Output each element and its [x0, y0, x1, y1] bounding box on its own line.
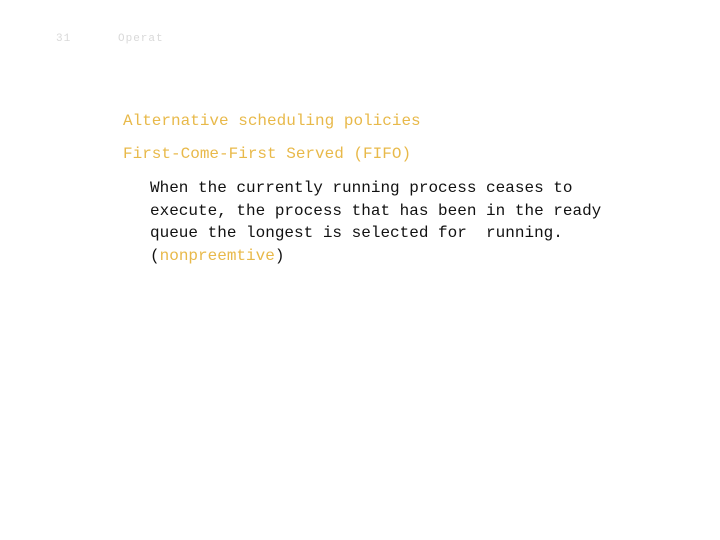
slide-subtitle: First-Come-First Served (FIFO) — [123, 145, 412, 163]
body-paragraph — [150, 177, 690, 267]
slide-title: Alternative scheduling policies — [123, 112, 421, 130]
body-line-3: queue the longest is selected for running. — [150, 224, 563, 242]
page-number: 31 — [56, 33, 72, 45]
course-label: Operat — [118, 33, 164, 45]
paren-open: ( — [150, 246, 160, 265]
paren-close: ) — [274, 246, 285, 265]
nonpreemptive-term: nonpreemtive — [159, 246, 275, 265]
body-line-1: When the currently running process ceases to — [150, 179, 573, 197]
body-line-2: execute, the process that has been in the ready — [150, 201, 602, 220]
